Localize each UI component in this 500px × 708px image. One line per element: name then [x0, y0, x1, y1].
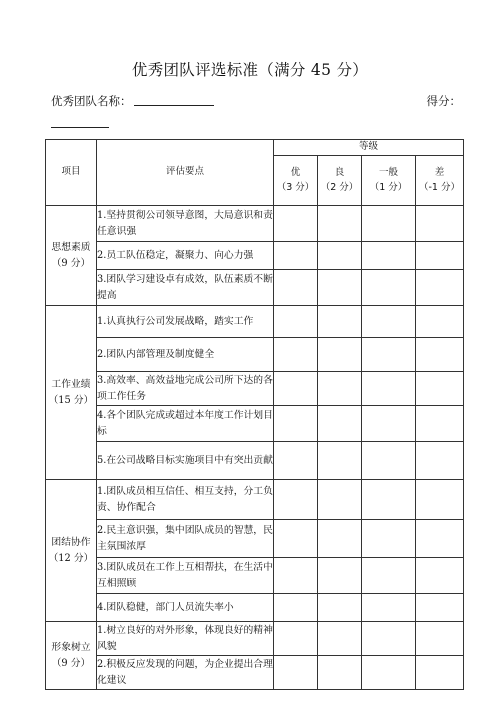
evaluation-point: 1.树立良好的对外形象，体现良好的精神风貌: [97, 622, 274, 656]
category-score: （9 分）: [51, 257, 91, 269]
table-row: [46, 622, 464, 656]
grade-cell[interactable]: [274, 480, 318, 520]
evaluation-point: 3.团队成员在工作上互相帮扶，在生活中互相照顾: [97, 558, 274, 594]
grade-cell[interactable]: [416, 594, 464, 622]
team-info-row: [51, 93, 461, 111]
evaluation-point: 1.团队成员相互信任、相互支持，分工负责、协作配合: [97, 480, 274, 520]
team-name-blank-line: [134, 105, 214, 106]
grade-cell[interactable]: [362, 306, 416, 338]
grade-cell[interactable]: [362, 338, 416, 372]
grade-cell[interactable]: [362, 622, 416, 656]
grade-cell[interactable]: [362, 520, 416, 558]
table-row: [46, 520, 464, 558]
table-row: [46, 242, 464, 270]
grade-cell[interactable]: [274, 594, 318, 622]
score-blank-line: [51, 127, 109, 128]
grade-cell[interactable]: [274, 406, 318, 442]
grade-cell[interactable]: [274, 520, 318, 558]
table-row: [46, 338, 464, 372]
evaluation-point: 1.坚持贯彻公司领导意图，大局意识和责任意识强: [97, 206, 274, 242]
grade-cell[interactable]: [416, 270, 464, 306]
grade-cell[interactable]: [362, 270, 416, 306]
grade-cell[interactable]: [318, 338, 362, 372]
grade-cell[interactable]: [274, 306, 318, 338]
grade-cell[interactable]: [318, 372, 362, 406]
category-name: 形象树立: [51, 641, 91, 653]
grade-cell[interactable]: [318, 442, 362, 480]
grade-cell[interactable]: [362, 406, 416, 442]
category-cell: [46, 622, 97, 690]
grade-cell[interactable]: [274, 372, 318, 406]
grade-score: （-1 分）: [419, 181, 460, 193]
table-row: [46, 480, 464, 520]
evaluation-point: 1.认真执行公司发展战略，踏实工作: [97, 306, 274, 338]
grade-cell[interactable]: [416, 338, 464, 372]
header-points: 评估要点: [97, 140, 274, 206]
grade-cell[interactable]: [318, 406, 362, 442]
category-cell: [46, 206, 97, 306]
grade-score: （2 分）: [320, 181, 359, 193]
grade-cell[interactable]: [274, 656, 318, 690]
category-name: 团结协作: [51, 536, 91, 548]
grade-cell[interactable]: [274, 242, 318, 270]
table-row: [46, 558, 464, 594]
grade-cell[interactable]: [318, 622, 362, 656]
grade-name: 差: [434, 166, 445, 178]
grade-cell[interactable]: [318, 594, 362, 622]
grade-cell[interactable]: [318, 558, 362, 594]
grade-cell[interactable]: [416, 622, 464, 656]
evaluation-point: 3.高效率、高效益地完成公司所下达的各项工作任务: [97, 372, 274, 406]
table-row: [46, 372, 464, 406]
evaluation-point: 3.团队学习建设卓有成效，队伍素质不断提高: [97, 270, 274, 306]
header-grade-average: [362, 156, 416, 206]
grade-cell[interactable]: [318, 206, 362, 242]
evaluation-point: 2.积极反应发现的问题，为企业提出合理化建议: [97, 656, 274, 690]
grade-name: 优: [290, 166, 301, 178]
grade-cell[interactable]: [362, 480, 416, 520]
grade-cell[interactable]: [274, 206, 318, 242]
grade-cell[interactable]: [274, 270, 318, 306]
grade-name: 良: [334, 166, 345, 178]
document-title: 优秀团队评选标准（满分 45 分）: [131, 61, 369, 79]
grade-cell[interactable]: [416, 306, 464, 338]
grade-cell[interactable]: [318, 270, 362, 306]
category-score: （15 分）: [48, 394, 94, 406]
criteria-table: [45, 139, 464, 690]
grade-cell[interactable]: [318, 656, 362, 690]
grade-cell[interactable]: [416, 406, 464, 442]
evaluation-point: 4.团队稳健，部门人员流失率小: [97, 594, 274, 622]
grade-cell[interactable]: [362, 442, 416, 480]
evaluation-point: 2.民主意识强，集中团队成员的智慧，民主氛围浓厚: [97, 520, 274, 558]
grade-cell[interactable]: [318, 520, 362, 558]
header-grade-good: [318, 156, 362, 206]
category-name: 工作业绩: [51, 378, 91, 390]
grade-cell[interactable]: [416, 372, 464, 406]
grade-cell[interactable]: [362, 656, 416, 690]
grade-cell[interactable]: [274, 558, 318, 594]
grade-cell[interactable]: [416, 480, 464, 520]
header-grade: 等级: [274, 140, 464, 156]
grade-cell[interactable]: [362, 558, 416, 594]
grade-cell[interactable]: [416, 520, 464, 558]
table-row: [46, 270, 464, 306]
grade-cell[interactable]: [318, 306, 362, 338]
score-label: 得分：: [426, 94, 461, 108]
category-name: 思想素质: [51, 241, 91, 253]
grade-cell[interactable]: [274, 622, 318, 656]
grade-score: （1 分）: [369, 181, 408, 193]
evaluation-point: 2.员工队伍稳定，凝聚力、向心力强: [97, 242, 274, 270]
table-row: [46, 206, 464, 242]
grade-name: 一般: [378, 166, 398, 178]
table-row: [46, 442, 464, 480]
grade-cell[interactable]: [416, 442, 464, 480]
grade-cell[interactable]: [416, 206, 464, 242]
grade-cell[interactable]: [416, 558, 464, 594]
team-name-label: 优秀团队名称：: [51, 94, 132, 108]
grade-score: （3 分）: [276, 181, 315, 193]
category-score: （9 分）: [51, 657, 91, 669]
grade-cell[interactable]: [416, 242, 464, 270]
category-cell: [46, 306, 97, 480]
grade-cell[interactable]: [362, 206, 416, 242]
table-row: [46, 656, 464, 690]
header-item: 项目: [46, 140, 97, 206]
header-grade-poor: [416, 156, 464, 206]
grade-cell[interactable]: [362, 594, 416, 622]
table-row: [46, 594, 464, 622]
grade-cell[interactable]: [274, 338, 318, 372]
grade-cell[interactable]: [416, 656, 464, 690]
category-cell: [46, 480, 97, 622]
evaluation-point: 5.在公司战略目标实施项目中有突出贡献: [97, 442, 274, 480]
category-score: （12 分）: [48, 552, 94, 564]
evaluation-point: 4.各个团队完成或超过本年度工作计划目标: [97, 406, 274, 442]
grade-cell[interactable]: [362, 242, 416, 270]
grade-cell[interactable]: [362, 372, 416, 406]
table-row: [46, 406, 464, 442]
grade-cell[interactable]: [318, 242, 362, 270]
grade-cell[interactable]: [274, 442, 318, 480]
evaluation-point: 2.团队内部管理及制度健全: [97, 338, 274, 372]
header-grade-excellent: [274, 156, 318, 206]
table-row: [46, 306, 464, 338]
grade-cell[interactable]: [318, 480, 362, 520]
